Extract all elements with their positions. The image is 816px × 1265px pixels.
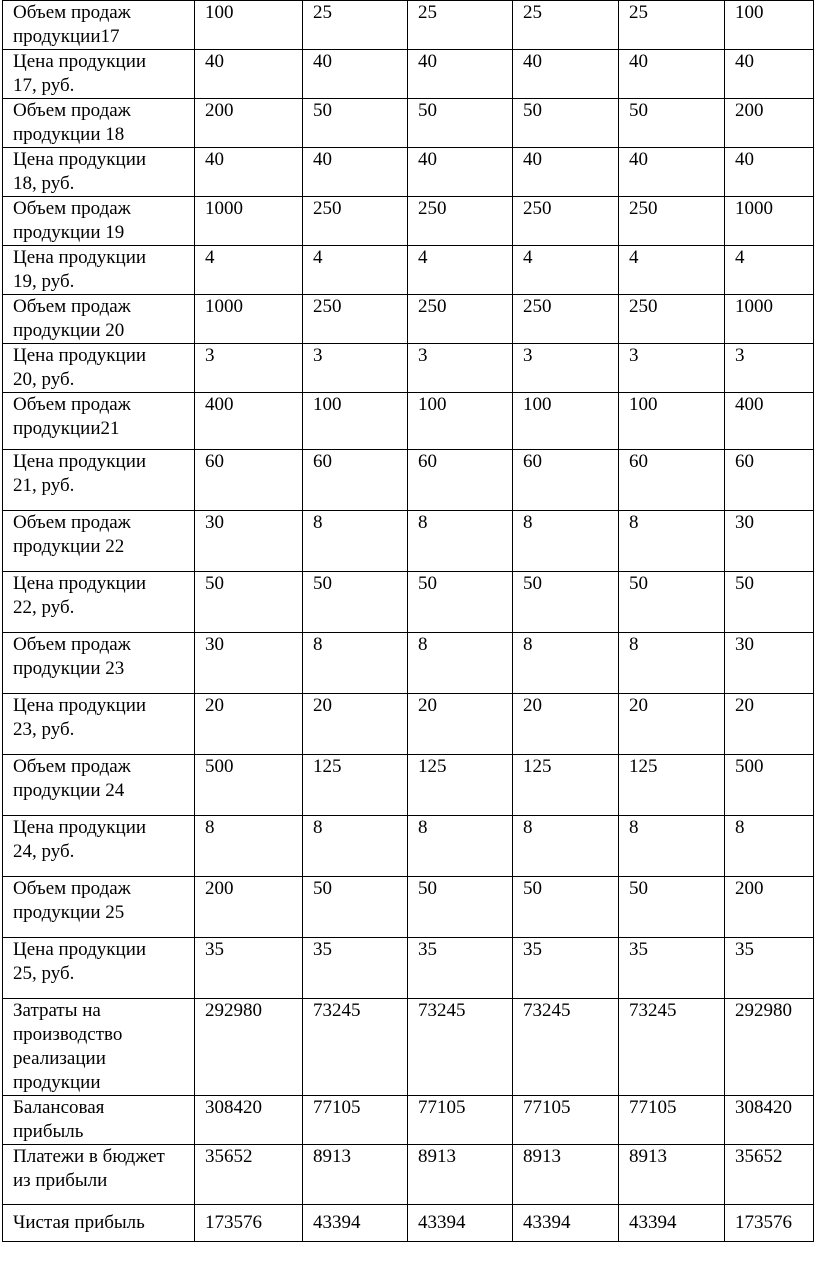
row-label: Платежи в бюджет из прибыли (3, 1145, 195, 1205)
table-row (3, 295, 814, 344)
table-cell: 30 (725, 633, 814, 694)
table-cell: 100 (303, 393, 408, 450)
table-cell: 73245 (408, 999, 513, 1096)
table-cell: 125 (513, 755, 619, 816)
table-cell: 250 (513, 197, 619, 246)
table-cell: 250 (303, 197, 408, 246)
table-cell: 308420 (725, 1096, 814, 1145)
row-label: Чистая прибыль (3, 1205, 195, 1242)
table-cell: 8 (195, 816, 303, 877)
table-cell: 308420 (195, 1096, 303, 1145)
table-cell: 43394 (303, 1205, 408, 1242)
row-label: Цена продукции 25, руб. (3, 938, 195, 999)
table-row (3, 197, 814, 246)
table-cell: 250 (513, 295, 619, 344)
table-cell: 8 (303, 511, 408, 572)
table-cell: 35 (303, 938, 408, 999)
table-cell: 3 (408, 344, 513, 393)
table-cell: 50 (619, 572, 725, 633)
row-label: Объем продаж продукции 20 (3, 295, 195, 344)
table-cell: 8 (303, 816, 408, 877)
table-cell: 3 (303, 344, 408, 393)
table-cell: 20 (303, 694, 408, 755)
table-cell: 60 (725, 450, 814, 511)
table-cell: 43394 (408, 1205, 513, 1242)
row-label: Объем продаж продукции21 (3, 393, 195, 450)
table-cell: 77105 (513, 1096, 619, 1145)
row-label: Объем продаж продукции 24 (3, 755, 195, 816)
table-cell: 50 (195, 572, 303, 633)
table-cell: 100 (619, 393, 725, 450)
table-row (3, 999, 814, 1096)
table-cell: 40 (195, 50, 303, 99)
row-label: Цена продукции 18, руб. (3, 148, 195, 197)
table-cell: 4 (195, 246, 303, 295)
table-cell: 50 (408, 572, 513, 633)
table-cell: 4 (619, 246, 725, 295)
table-cell: 8 (408, 816, 513, 877)
table-cell: 60 (619, 450, 725, 511)
table-cell: 400 (725, 393, 814, 450)
table-cell: 4 (408, 246, 513, 295)
table-cell: 1000 (725, 295, 814, 344)
table-cell: 40 (513, 50, 619, 99)
row-label: Цена продукции 23, руб. (3, 694, 195, 755)
row-label: Цена продукции 22, руб. (3, 572, 195, 633)
table-cell: 8 (513, 511, 619, 572)
table-cell: 8 (408, 511, 513, 572)
table-cell: 77105 (408, 1096, 513, 1145)
table-cell: 4 (303, 246, 408, 295)
table-cell: 40 (619, 50, 725, 99)
table-cell: 1000 (195, 197, 303, 246)
table-cell: 43394 (619, 1205, 725, 1242)
table-cell: 3 (725, 344, 814, 393)
table-cell: 50 (619, 99, 725, 148)
table-cell: 25 (408, 1, 513, 50)
table-cell: 40 (725, 148, 814, 197)
table-cell: 3 (195, 344, 303, 393)
table-cell: 400 (195, 393, 303, 450)
table-cell: 50 (619, 877, 725, 938)
table-cell: 500 (725, 755, 814, 816)
table-cell: 50 (303, 572, 408, 633)
table-cell: 77105 (619, 1096, 725, 1145)
table-cell: 60 (408, 450, 513, 511)
table-cell: 40 (619, 148, 725, 197)
row-label: Затраты на производство реализации продукции (3, 999, 195, 1096)
table-cell: 35 (513, 938, 619, 999)
table-row (3, 633, 814, 694)
table-cell: 20 (725, 694, 814, 755)
table-row (3, 694, 814, 755)
table-cell: 250 (303, 295, 408, 344)
table-row (3, 50, 814, 99)
table-cell: 8 (408, 633, 513, 694)
table-row (3, 246, 814, 295)
table-cell: 8 (513, 633, 619, 694)
table-cell: 40 (408, 50, 513, 99)
row-label: Цена продукции 19, руб. (3, 246, 195, 295)
table-cell: 35 (195, 938, 303, 999)
table-cell: 250 (408, 295, 513, 344)
table-cell: 8913 (303, 1145, 408, 1205)
table-cell: 35652 (195, 1145, 303, 1205)
table-cell: 8 (513, 816, 619, 877)
table-row (3, 393, 814, 450)
row-label: Объем продаж продукции 25 (3, 877, 195, 938)
row-label: Цена продукции 20, руб. (3, 344, 195, 393)
table-cell: 50 (513, 877, 619, 938)
table-cell: 4 (725, 246, 814, 295)
row-label: Цена продукции 17, руб. (3, 50, 195, 99)
table-cell: 50 (303, 877, 408, 938)
table-cell: 8 (619, 816, 725, 877)
table-row (3, 938, 814, 999)
row-label: Балансовая прибыль (3, 1096, 195, 1145)
table-row (3, 572, 814, 633)
table-cell: 25 (619, 1, 725, 50)
table-cell: 100 (195, 1, 303, 50)
table-row (3, 1, 814, 50)
table-cell: 8 (619, 511, 725, 572)
table-cell: 73245 (619, 999, 725, 1096)
table-cell: 200 (725, 99, 814, 148)
row-label: Объем продаж продукции 23 (3, 633, 195, 694)
table-cell: 250 (619, 197, 725, 246)
table-cell: 173576 (195, 1205, 303, 1242)
table-cell: 3 (619, 344, 725, 393)
table-row (3, 816, 814, 877)
table-body (3, 1, 814, 1242)
table-cell: 30 (195, 633, 303, 694)
table-cell: 60 (195, 450, 303, 511)
table-cell: 20 (619, 694, 725, 755)
table-cell: 1000 (195, 295, 303, 344)
table-cell: 30 (195, 511, 303, 572)
table-cell: 50 (513, 572, 619, 633)
table-cell: 173576 (725, 1205, 814, 1242)
table-cell: 292980 (195, 999, 303, 1096)
table-cell: 200 (195, 877, 303, 938)
financial-table (2, 0, 814, 1242)
table-cell: 25 (303, 1, 408, 50)
table-cell: 292980 (725, 999, 814, 1096)
table-cell: 125 (619, 755, 725, 816)
table-cell: 43394 (513, 1205, 619, 1242)
table-cell: 73245 (513, 999, 619, 1096)
table-cell: 200 (725, 877, 814, 938)
table-cell: 100 (513, 393, 619, 450)
table-row (3, 1205, 814, 1242)
table-cell: 40 (303, 50, 408, 99)
table-cell: 60 (513, 450, 619, 511)
table-cell: 50 (513, 99, 619, 148)
table-cell: 35 (408, 938, 513, 999)
table-cell: 73245 (303, 999, 408, 1096)
table-row (3, 148, 814, 197)
table-row (3, 877, 814, 938)
table-cell: 100 (725, 1, 814, 50)
table-cell: 50 (725, 572, 814, 633)
table-row (3, 1145, 814, 1205)
table-row (3, 755, 814, 816)
table-cell: 30 (725, 511, 814, 572)
table-cell: 20 (195, 694, 303, 755)
table-cell: 25 (513, 1, 619, 50)
table-cell: 40 (195, 148, 303, 197)
table-cell: 1000 (725, 197, 814, 246)
table-cell: 40 (513, 148, 619, 197)
table-cell: 125 (408, 755, 513, 816)
table-cell: 500 (195, 755, 303, 816)
table-cell: 8913 (619, 1145, 725, 1205)
table-cell: 35 (619, 938, 725, 999)
row-label: Цена продукции 21, руб. (3, 450, 195, 511)
table-cell: 250 (408, 197, 513, 246)
table-row (3, 99, 814, 148)
table-cell: 20 (513, 694, 619, 755)
table-cell: 20 (408, 694, 513, 755)
table-cell: 200 (195, 99, 303, 148)
table-row (3, 450, 814, 511)
table-cell: 8913 (513, 1145, 619, 1205)
table-cell: 60 (303, 450, 408, 511)
table-cell: 35652 (725, 1145, 814, 1205)
table-cell: 3 (513, 344, 619, 393)
table-row (3, 344, 814, 393)
table-cell: 8 (619, 633, 725, 694)
table-cell: 8913 (408, 1145, 513, 1205)
table-row (3, 1096, 814, 1145)
table-cell: 50 (303, 99, 408, 148)
row-label: Цена продукции 24, руб. (3, 816, 195, 877)
row-label: Объем продаж продукции 18 (3, 99, 195, 148)
table-row (3, 511, 814, 572)
table-cell: 4 (513, 246, 619, 295)
row-label: Объем продаж продукции17 (3, 1, 195, 50)
table-cell: 35 (725, 938, 814, 999)
row-label: Объем продаж продукции 22 (3, 511, 195, 572)
table-cell: 125 (303, 755, 408, 816)
table-cell: 100 (408, 393, 513, 450)
table-cell: 8 (303, 633, 408, 694)
table-cell: 40 (725, 50, 814, 99)
table-cell: 8 (725, 816, 814, 877)
table-cell: 50 (408, 99, 513, 148)
table-cell: 40 (408, 148, 513, 197)
table-cell: 77105 (303, 1096, 408, 1145)
table-cell: 250 (619, 295, 725, 344)
table-cell: 40 (303, 148, 408, 197)
table-cell: 50 (408, 877, 513, 938)
row-label: Объем продаж продукции 19 (3, 197, 195, 246)
